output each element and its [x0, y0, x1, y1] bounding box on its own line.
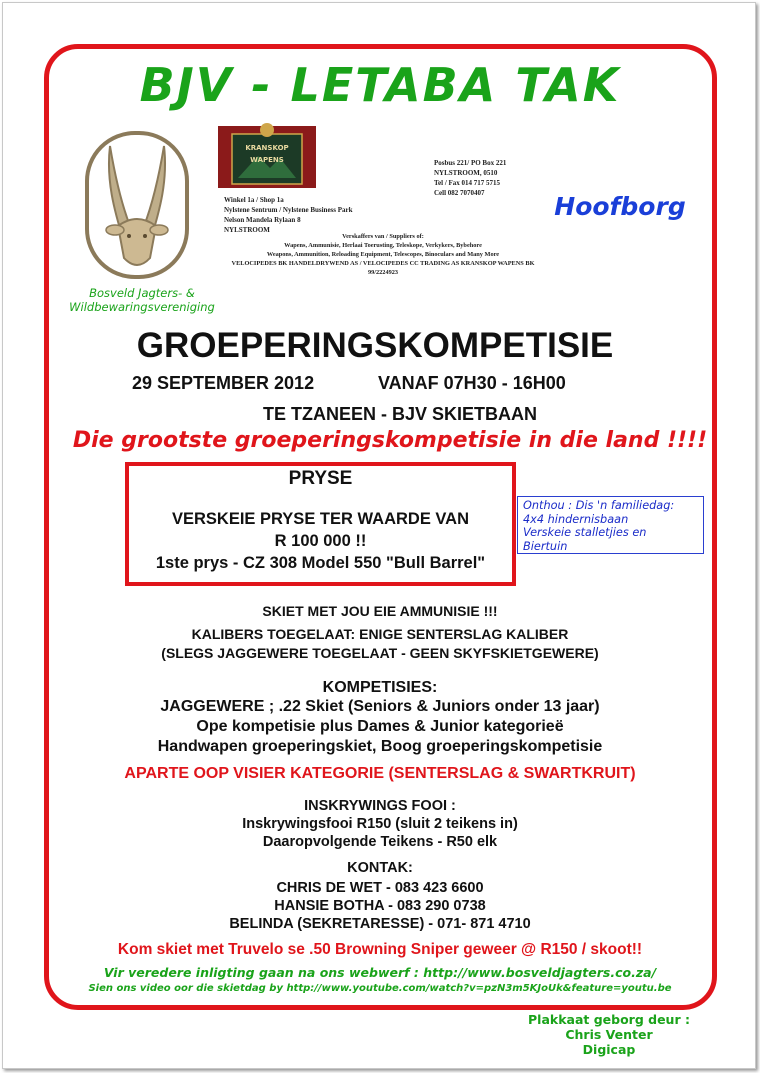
- fees-title: INSKRYWINGS FOOI :: [304, 798, 456, 814]
- club-name-line1: Bosveld Jagters- &: [89, 286, 195, 300]
- sponsor-address: [224, 195, 353, 235]
- prize-line-1: VERSKEIE PRYSE TER WAARDE VAN: [171, 510, 470, 528]
- sniper-promo: Kom skiet met Truvelo se .50 Browning Sniper geweer @ R150 / skoot!!: [117, 941, 643, 958]
- rifle-restriction: (SLEGS JAGGEWERE TOEGELAAT - GEEN SKYFSKIETGEWERE): [161, 645, 599, 661]
- antelope-logo: [84, 130, 190, 280]
- kranskop-logo: [218, 120, 316, 192]
- sponsor-address-line: NYLSTROOM: [224, 226, 270, 234]
- fees-line-2: Daaropvolgende Teikens - R50 elk: [262, 834, 498, 850]
- main-sponsor-label: Hoofborg: [554, 192, 686, 221]
- event-time: VANAF 07H30 - 16H00: [378, 373, 566, 393]
- sponsor-address-line: Nylstene Sentrum / Nylstene Business Park: [224, 206, 353, 214]
- note-line-3: Verskeie stalletjies en: [523, 526, 647, 539]
- ammo-rule: SKIET MET JOU EIE AMMUNISIE !!!: [262, 603, 498, 619]
- sponsor-contact-line: Cell 082 7070407: [434, 189, 485, 197]
- sponsor-address-line: Winkel 1a / Shop 1a: [224, 196, 284, 204]
- kranskop-logo-text: KRANSKOP: [245, 144, 289, 152]
- website-info: Vir veredere inligting gaan na ons webwerf : http://www.bosveldjagters.co.za/: [103, 965, 657, 980]
- competition-line-1: JAGGEWERE ; .22 Skiet (Seniors & Juniors onder 13 jaar): [160, 698, 600, 715]
- contact-line-3: BELINDA (SEKRETARESSE) - 071- 871 4710: [229, 916, 531, 932]
- prize-line-2: R 100 000 !!: [274, 532, 367, 550]
- poster-credit: [516, 1012, 702, 1057]
- caliber-rule: KALIBERS TOEGELAAT: ENIGE SENTERSLAG KALIBER: [191, 626, 569, 642]
- competitions-title: KOMPETISIES:: [322, 679, 438, 696]
- sponsor-supplier-line: Verskaffers van / Suppliers of:: [342, 233, 424, 240]
- sponsor-supplier-line: 99/2224923: [367, 269, 399, 276]
- credit-line-1: Plakkaat geborg deur :: [528, 1012, 690, 1027]
- special-category: APARTE OOP VISIER KATEGORIE (SENTERSLAG & SWARTKRUIT): [124, 765, 636, 782]
- note-line-1: Onthou : Dis 'n familiedag:: [523, 499, 675, 512]
- fees-line-1: Inskrywingsfooi R150 (sluit 2 teikens in): [242, 816, 518, 832]
- credit-line-2: Chris Venter: [565, 1027, 653, 1042]
- club-name: [62, 286, 222, 314]
- family-day-note: [517, 496, 704, 554]
- contact-title: KONTAK:: [347, 860, 413, 876]
- credit-line-3: Digicap: [582, 1042, 636, 1057]
- sponsor-contact-line: Posbus 221/ PO Box 221: [434, 159, 507, 167]
- sponsor-supplier-line: Weapons, Ammunition, Reloading Equipment, Telescopes, Binoculars and Many More: [266, 251, 500, 258]
- sponsor-supplier-line: Wapens, Ammunisie, Herlaai Toerusting, Teleskope, Verkykers, Bybehore: [284, 242, 482, 249]
- event-date: 29 SEPTEMBER 2012: [132, 373, 315, 393]
- prize-title: PRYSE: [288, 468, 353, 489]
- sponsor-contact-line: NYLSTROOM, 0510: [434, 169, 498, 177]
- sponsor-suppliers: [222, 232, 544, 277]
- prize-line-3: 1ste prys - CZ 308 Model 550 "Bull Barrel": [155, 554, 486, 572]
- sponsor-contact: [434, 158, 506, 198]
- club-name-line2: Wildbewaringsvereniging: [69, 300, 215, 314]
- contact-line-1: CHRIS DE WET - 083 423 6600: [276, 880, 484, 896]
- sponsor-contact-line: Tel / Fax 014 717 5715: [434, 179, 501, 187]
- sponsor-address-line: Nelson Mandela Rylaan 8: [224, 216, 301, 224]
- note-line-2: 4x4 hindernisbaan: [523, 512, 629, 526]
- event-venue: TE TZANEEN - BJV SKIETBAAN: [262, 404, 538, 424]
- poster-title: BJV - LETABA TAK: [139, 58, 621, 112]
- event-tagline: Die grootste groeperingskompetisie in die land !!!!: [72, 428, 708, 453]
- competition-line-2: Ope kompetisie plus Dames & Junior kategorieë: [196, 718, 564, 735]
- event-heading: GROEPERINGSKOMPETISIE: [136, 326, 614, 365]
- kranskop-logo-subtext: WAPENS: [250, 156, 284, 164]
- sponsor-supplier-line: VELOCIPEDES BK HANDELDRYWEND AS / VELOCIPEDES CC TRADING AS KRANSKOP WAPENS BK: [231, 260, 535, 267]
- contact-line-2: HANSIE BOTHA - 083 290 0738: [274, 898, 486, 914]
- note-line-4: Biertuin: [523, 539, 568, 553]
- video-info: Sien ons video oor die skietdag by http://www.youtube.com/watch?v=pzN3m5KJoUk&feature=youtu.be: [88, 983, 672, 994]
- competition-line-3: Handwapen groeperingskiet, Boog groeperingskompetisie: [157, 738, 603, 755]
